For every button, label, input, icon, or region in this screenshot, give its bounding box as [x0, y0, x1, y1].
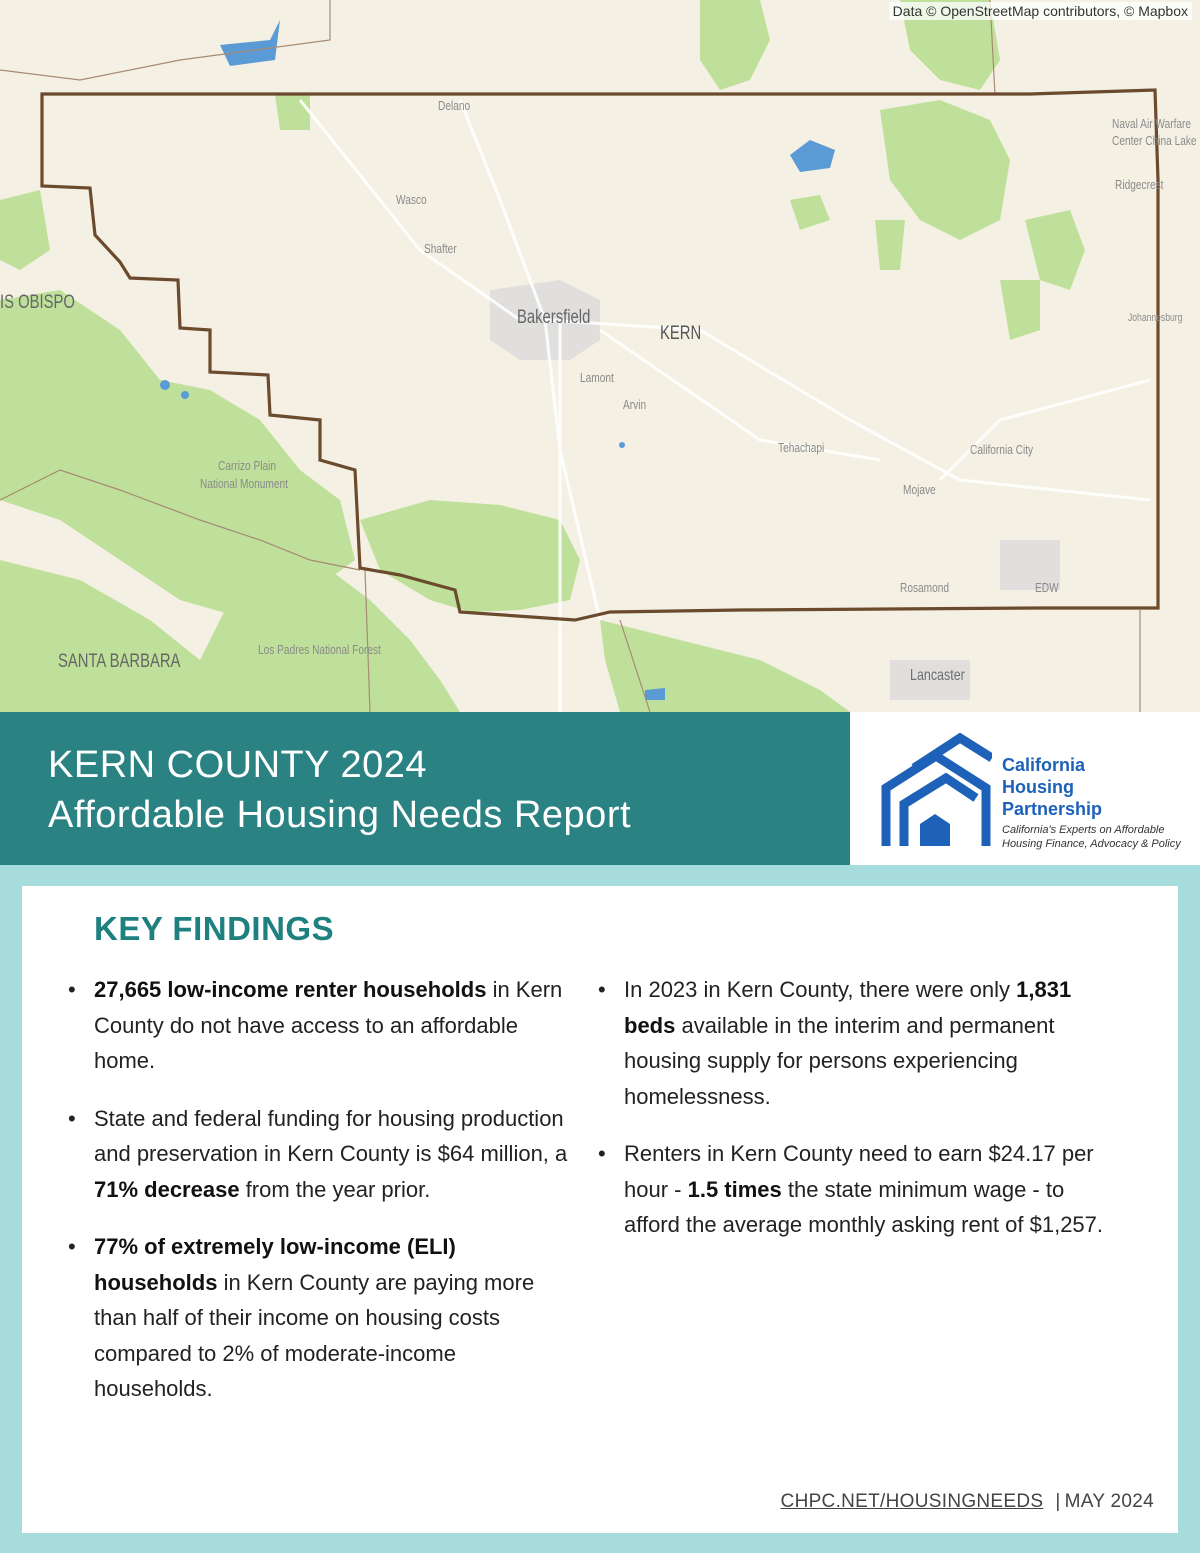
tagline-line1: California's Experts on Affordable: [1002, 824, 1165, 836]
map-label-mojave: Mojave: [903, 482, 936, 497]
finding-item: [70, 1101, 570, 1208]
map-label-shafter: Shafter: [424, 241, 457, 256]
finding-2-text-end: from the year prior.: [239, 1176, 431, 1202]
map-graphic: [0, 0, 1200, 712]
map-label-edw: EDW: [1035, 580, 1059, 595]
finding-5-text: Renters in Kern County need to earn $24.17 per hour -: [624, 1141, 1094, 1202]
logo-name-line2: Housing: [1002, 777, 1074, 797]
kern-county-map: [0, 0, 1200, 712]
findings-column-left: [70, 972, 570, 1429]
finding-4-text: In 2023 in Kern County, there were only: [624, 977, 1017, 1002]
finding-5-text-end: the state minimum wage - to afford the average monthly asking rent of $1,257.: [624, 1176, 1104, 1237]
report-title-line1: KERN COUNTY 2024: [48, 744, 427, 786]
report-title: [48, 740, 631, 840]
map-label-naval-air: Naval Air Warfare: [1112, 116, 1192, 131]
map-label-carrizo-plain: Carrizo Plain: [218, 458, 277, 473]
finding-item: [600, 972, 1120, 1114]
map-label-los-padres: Los Padres National Forest: [258, 642, 381, 657]
map-label-johannesburg: Johannesburg: [1128, 312, 1183, 324]
map-label-national-monument: National Monument: [200, 476, 288, 491]
finding-item: [70, 972, 570, 1079]
map-label-china-lake: Center China Lake: [1112, 133, 1197, 148]
findings-card: [22, 886, 1178, 1533]
report-footer: [781, 1491, 1154, 1513]
housing-needs-link[interactable]: CHPC.NET/HOUSINGNEEDS: [780, 1491, 1044, 1512]
chpc-building-icon: [880, 728, 992, 850]
map-label-lamont: Lamont: [580, 370, 614, 385]
finding-3-bold: 77% of extremely low-income (ELI) households: [94, 1234, 456, 1295]
map-label-san-luis-obispo: IS OBISPO: [0, 292, 75, 313]
findings-column-right: [600, 972, 1120, 1265]
finding-3-text: in Kern County are paying more than half of their income on housing costs compared to 2% of moderate-income households.: [94, 1269, 535, 1401]
logo-name-line1: California: [1002, 755, 1086, 775]
chpc-logo-name: [1002, 754, 1102, 820]
map-label-bakersfield: Bakersfield: [517, 307, 591, 328]
finding-item: [600, 1136, 1120, 1243]
map-label-kern: KERN: [660, 323, 702, 344]
map-label-ridgecrest: Ridgecrest: [1115, 177, 1164, 192]
report-header-band: [0, 712, 1200, 865]
finding-2-bold: 71% decrease: [94, 1176, 240, 1202]
finding-4-text-end: available in the interim and permanent housing supply for persons experiencing homelessness.: [624, 1012, 1055, 1109]
finding-1-bold: 27,665 low-income renter households: [94, 977, 487, 1002]
findings-frame: [0, 865, 1200, 1553]
map-attribution: Data © OpenStreetMap contributors, © Mapbox: [889, 2, 1192, 20]
logo-name-line3: Partnership: [1002, 799, 1103, 819]
report-title-line2: Affordable Housing Needs Report: [48, 794, 632, 836]
finding-4-bold: 1,831 beds: [624, 977, 1072, 1038]
finding-item: [70, 1229, 570, 1407]
map-label-wasco: Wasco: [396, 192, 427, 207]
chpc-tagline: [1002, 823, 1181, 851]
map-label-santa-barbara: SANTA BARBARA: [58, 651, 181, 672]
tagline-line2: Housing Finance, Advocacy & Policy: [1002, 838, 1181, 850]
chpc-logo: [850, 712, 1200, 865]
finding-1-text: in Kern County do not have access to an affordable home.: [94, 977, 563, 1073]
map-label-arvin: Arvin: [623, 397, 647, 412]
key-findings-title: KEY FINDINGS: [94, 910, 335, 947]
report-date: MAY 2024: [1064, 1491, 1154, 1512]
footer-separator: |: [1055, 1491, 1061, 1512]
finding-2-text: State and federal funding for housing production and preservation in Kern County is $64 million, a: [94, 1105, 568, 1166]
map-label-tehachapi: Tehachapi: [778, 440, 825, 455]
finding-5-bold: 1.5 times: [687, 1176, 782, 1202]
map-label-lancaster: Lancaster: [910, 667, 965, 684]
map-label-delano: Delano: [438, 98, 471, 113]
map-label-california-city: California City: [970, 442, 1034, 457]
map-label-rosamond: Rosamond: [900, 580, 950, 595]
